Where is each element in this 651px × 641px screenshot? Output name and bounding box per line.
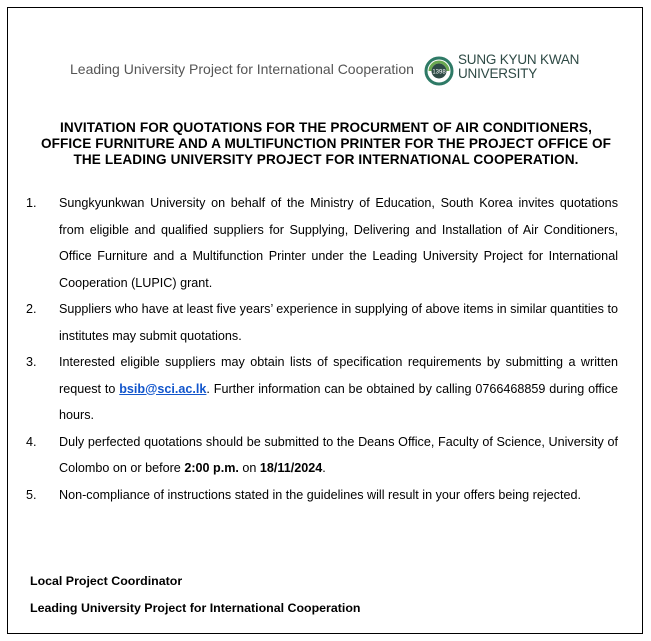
list-item — [26, 349, 618, 429]
logo-wordmark — [458, 53, 579, 81]
list-item — [26, 296, 618, 349]
item-text: Non-compliance of instructions stated in the guidelines will result in your offers being rejected. — [59, 487, 581, 502]
item-number: 4. — [26, 434, 37, 449]
conditions-list — [26, 190, 618, 508]
deadline-time: 2:00 p.m. — [184, 461, 239, 475]
title-line-1: INVITATION FOR QUOTATIONS FOR THE PROCURMENT OF AIR CONDITIONERS, — [59, 120, 593, 135]
item-text-before: Duly perfected quotations should be submitted to the Deans Office, Faculty of Science, University of Colombo on or before — [59, 434, 618, 475]
logo-line-2: UNIVERSITY — [458, 66, 538, 81]
header-project-name: Leading University Project for International Cooperation — [70, 61, 414, 77]
signoff-block — [30, 568, 360, 622]
deadline-date: 18/11/2024 — [259, 461, 323, 475]
item-number: 5. — [26, 487, 37, 502]
item-text: Sungkyunkwan University on behalf of the Ministry of Education, South Korea invites quotations from eligible and qualified suppliers for Supplying, Delivering and Installation of Air Conditioners, Office Furniture and a Multifunction Printer under the Leading University Project for International Cooperation (LUPIC) grant. — [59, 196, 618, 290]
logo-line-1: SUNG KYUN KWAN — [458, 52, 580, 67]
signoff-organization: Leading University Project for International Cooperation — [30, 601, 361, 615]
email-link[interactable]: bsib@sci.ac.lk — [119, 381, 207, 396]
title-line-3: THE LEADING UNIVERSITY PROJECT FOR INTERNATIONAL COOPERATION. — [73, 152, 579, 167]
item-text — [59, 429, 618, 482]
item-number: 2. — [26, 302, 37, 316]
item-text-after: . Further information can be obtained by calling 0766468859 during office hours. — [59, 381, 618, 422]
list-item — [26, 429, 618, 482]
item-text-before: Interested eligible suppliers may obtain lists of specification requirements by submitting a written request to — [59, 355, 618, 396]
university-logo — [424, 50, 594, 90]
university-seal-icon — [424, 56, 454, 86]
item-number: 3. — [26, 355, 37, 369]
signoff-role: Local Project Coordinator — [30, 574, 183, 588]
document-frame — [7, 7, 643, 634]
list-item — [26, 482, 618, 509]
title-line-2: OFFICE FURNITURE AND A MULTIFUNCTION PRINTER FOR THE PROJECT OFFICE OF — [40, 136, 612, 151]
document-title — [14, 120, 638, 168]
item-text-after: . — [322, 461, 326, 475]
item-text — [59, 349, 618, 429]
item-number: 1. — [26, 196, 37, 210]
list-item — [26, 190, 618, 296]
item-text: Suppliers who have at least five years’ experience in supplying of above items in similar quantities to institutes may submit quotations. — [59, 302, 618, 343]
seal-text: 1398 — [432, 69, 446, 76]
item-text-mid: on — [238, 461, 260, 475]
